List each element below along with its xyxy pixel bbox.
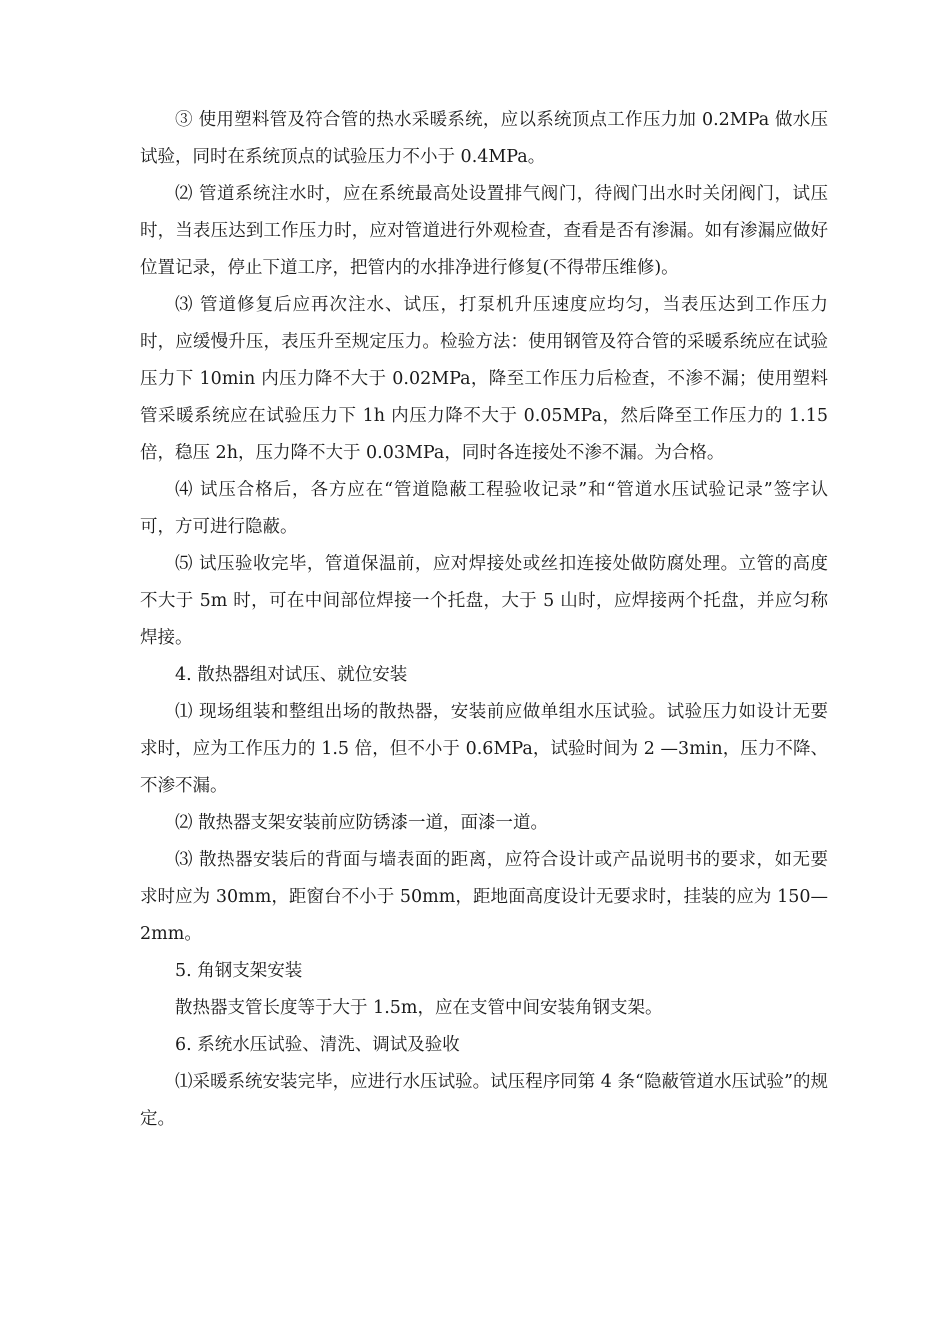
paragraph-water-filling: ⑵ 管道系统注水时，应在系统最高处设置排气阀门，待阀门出水时关闭阀门，试压时，当表压达到工作压力时，应对管道进行外观检查，查看是否有渗漏。如有渗漏应做好位置记录，停止下道工序，把管内的水排净进行修复(不得带压维修)。 (140, 184, 828, 278)
section-heading-system-test: 6. 系统水压试验、清洗、调试及验收 (175, 1035, 460, 1055)
paragraph-system-test: ⑴采暖系统安装完毕，应进行水压试验。试压程序同第 4 条“隐蔽管道水压试验”的规定。 (140, 1072, 828, 1129)
paragraph-radiator-test: ⑴ 现场组装和整组出场的散热器，安装前应做单组水压试验。试验压力如设计无要求时，应为工作压力的 1.5 倍，但不小于 0.6MPa，试验时间为 2 —3min，压力不降、不渗不漏。 (140, 702, 828, 796)
paragraph-plastic-pipe-test: ③ 使用塑料管及符合管的热水采暖系统，应以系统顶点工作压力加 0.2MPa 做水压试验，同时在系统顶点的试验压力不小于 0.4MPa。 (140, 110, 828, 167)
paragraph-repair-retest: ⑶ 管道修复后应再次注水、试压，打泵机升压速度应均匀，当表压达到工作压力时，应缓慢升压，表压升至规定压力。检验方法：使用钢管及符合管的采暖系统应在试验压力下 10min 内压力降不大于 0.02MPa，降至工作压力后检查，不渗不漏；使用塑料管采暖系统应在试验压力下 1h 内压力降不大于 0.05MPa，然后降至工作压力的 1.15 倍，稳压 2h，压力降不大于 0.03MPa，同时各连接处不渗不漏。为合格。 (140, 295, 828, 463)
paragraph-bracket-paint: ⑵ 散热器支架安装前应防锈漆一道，面漆一道。 (175, 813, 549, 833)
paragraph-anticorrosion: ⑸ 试压验收完毕，管道保温前，应对焊接处或丝扣连接处做防腐处理。立管的高度不大于 5m 时，可在中间部位焊接一个托盘，大于 5 山时，应焊接两个托盘，并应匀称焊接。 (140, 554, 828, 648)
paragraph-radiator-distance: ⑶ 散热器安装后的背面与墙表面的距离，应符合设计或产品说明书的要求，如无要求时应为 30mm，距窗台不小于 50mm，距地面高度设计无要求时，挂装的应为 150—2mm。 (140, 850, 828, 944)
paragraph-angle-steel: 散热器支管长度等于大于 1.5m，应在支管中间安装角钢支架。 (175, 998, 663, 1018)
section-heading-angle-steel: 5. 角钢支架安装 (175, 961, 303, 981)
section-heading-radiator: 4. 散热器组对试压、就位安装 (175, 665, 408, 685)
paragraph-sign-off: ⑷ 试压合格后，各方应在“管道隐蔽工程验收记录”和“管道水压试验记录”签字认可，方可进行隐蔽。 (140, 480, 828, 537)
document-body (140, 102, 828, 1138)
